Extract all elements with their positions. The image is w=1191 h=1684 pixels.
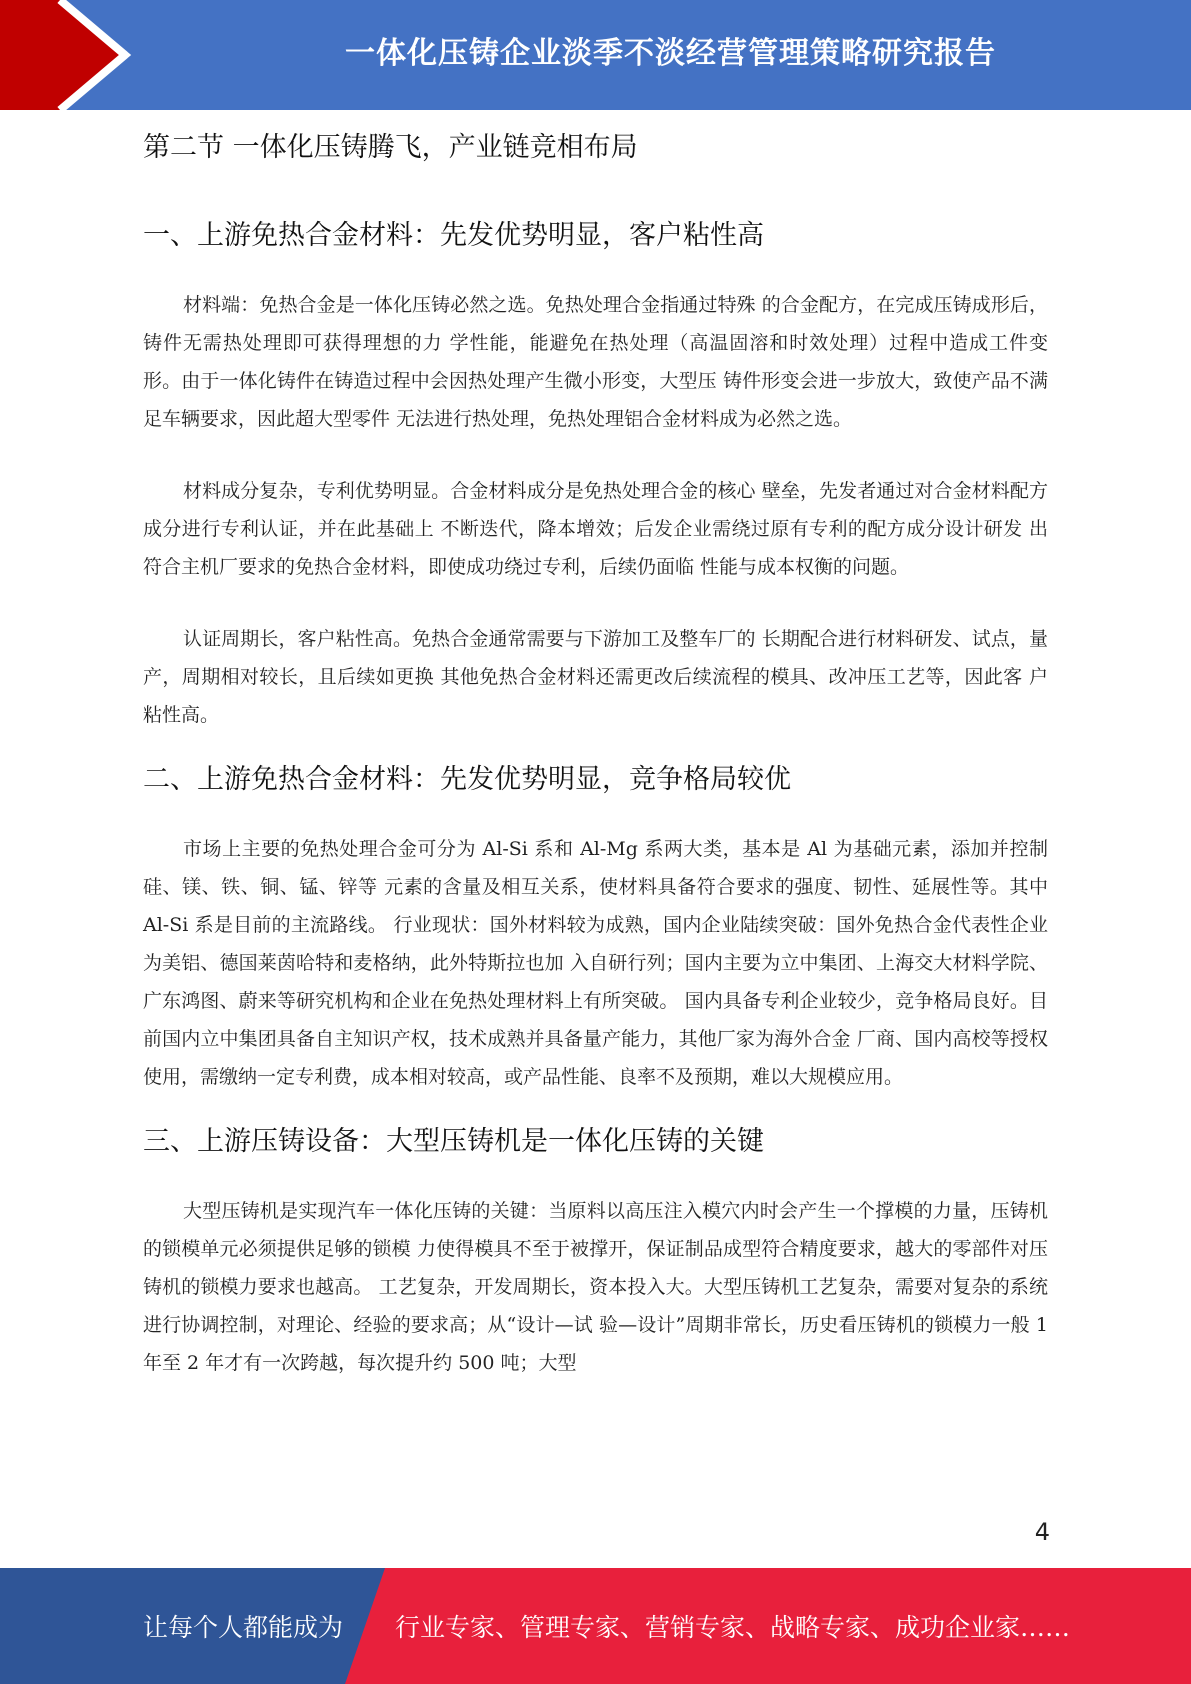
footer-slogan-right: 行业专家、管理专家、营销专家、战略专家、成功企业家…… [395,1613,1071,1642]
section-heading: 二、上游免热合金材料：先发优势明显，竞争格局较优 [143,764,791,795]
section-heading: 一、上游免热合金材料：先发优势明显，客户粘性高 [143,220,764,251]
section-3 [143,1122,1048,1382]
section-heading: 三、上游压铸设备：大型压铸机是一体化压铸的关键 [143,1126,764,1157]
page-number: 4 [1034,1518,1050,1546]
report-title: 一体化压铸企业淡季不淡经营管理策略研究报告 [345,36,996,71]
paragraph: 认证周期长，客户粘性高。免热合金通常需要与下游加工及整车厂的 长期配合进行材料研发、试点，量产，周期相对较长，且后续如更换 其他免热合金材料还需更改后续流程的模具、改冲压工艺等，因此客 户粘性高。 [143,628,1048,726]
section-1 [143,216,1048,734]
paragraph: 大型压铸机是实现汽车一体化压铸的关键：当原料以高压注入模穴内时会产生一个撑模的力量，压铸机的锁模单元必须提供足够的锁模 力使得模具不至于被撑开，保证制品成型符合精度要求，越大的零部件对压铸机的锁模力要求也越高。 工艺复杂，开发周期长，资本投入大。大型压铸机工艺复杂，需要对复杂的系统进行协调控制，对理论、经验的要求高；从“设计—试 验—设计”周期非常长，历史看压铸机的锁模力一般 1 年至 2 年才有一次跨越，每次提升约 500 吨；大型 [143,1200,1048,1374]
section-title: 第二节 一体化压铸腾飞，产业链竞相布局 [143,132,638,163]
section-2 [143,760,1048,1096]
footer-band [0,1568,1191,1684]
page-content [143,128,1048,1416]
paragraph: 材料成分复杂，专利优势明显。合金材料成分是免热处理合金的核心 壁垒，先发者通过对合金材料配方成分进行专利认证，并在此基础上 不断迭代，降本增效；后发企业需绕过原有专利的配方成分设计研发 出符合主机厂要求的免热合金材料，即使成功绕过专利，后续仍面临 性能与成本权衡的问题。 [143,480,1048,578]
paragraph: 市场上主要的免热处理合金可分为 Al-Si 系和 Al-Mg 系两大类，基本是 Al 为基础元素，添加并控制硅、镁、铁、铜、锰、锌等 元素的含量及相互关系，使材料具备符合要求的强度、韧性、延展性等。其中 Al-Si 系是目前的主流路线。 行业现状：国外材料较为成熟，国内企业陆续突破：国外免热合金代表性企业为美铝、德国莱茵哈特和麦格纳，此外特斯拉也加 入自研行列；国内主要为立中集团、上海交大材料学院、广东鸿图、蔚来等研究机构和企业在免热处理材料上有所突破。 国内具备专利企业较少，竞争格局良好。目前国内立中集团具备自主知识产权，技术成熟并具备量产能力，其他厂家为海外合金 厂商、国内高校等授权使用，需缴纳一定专利费，成本相对较高，或产品性能、良率不及预期，难以大规模应用。 [143,838,1048,1088]
header-band [0,0,1191,110]
paragraph: 材料端：免热合金是一体化压铸必然之选。免热处理合金指通过特殊 的合金配方，在完成压铸成形后，铸件无需热处理即可获得理想的力 学性能，能避免在热处理（高温固溶和时效处理）过程中造成工件变 形。由于一体化铸件在铸造过程中会因热处理产生微小形变，大型压 铸件形变会进一步放大，致使产品不满足车辆要求，因此超大型零件 无法进行热处理，免热处理铝合金材料成为必然之选。 [143,294,1048,430]
footer-slogan-left: 让每个人都能成为 [143,1613,344,1642]
